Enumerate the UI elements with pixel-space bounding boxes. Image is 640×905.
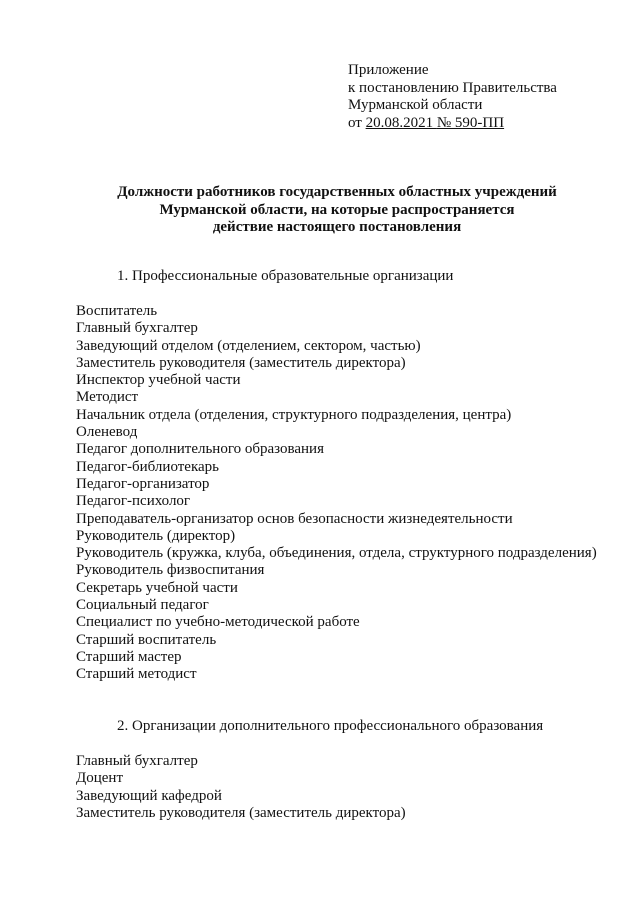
list-item: Социальный педагог xyxy=(76,597,209,614)
appendix-line: Мурманской области xyxy=(348,97,483,113)
position-list xyxy=(76,303,598,684)
list-item: Педагог-организатор xyxy=(76,475,210,492)
appendix-from-label: от xyxy=(348,114,362,131)
list-item: Специалист по учебно-методической работе xyxy=(76,614,360,631)
resolution-date: 20.08.2021 xyxy=(365,114,437,131)
list-item: Руководитель (кружка, клуба, объединения, отдела, структурного подразделения) xyxy=(76,545,597,562)
appendix-line: Приложение xyxy=(348,62,429,78)
position-list xyxy=(76,753,598,822)
resolution-number: № 590-ПП xyxy=(436,114,505,131)
list-item: Педагог-библиотекарь xyxy=(76,458,220,475)
list-item: Воспитатель xyxy=(76,303,158,319)
title-line: Должности работников государственных областных учреждений xyxy=(117,184,557,200)
list-item: Доцент xyxy=(76,770,123,787)
list-item: Руководитель (директор) xyxy=(76,527,236,544)
list-item: Руководитель физвоспитания xyxy=(76,562,265,579)
appendix-line: к постановлению Правительства xyxy=(348,79,557,96)
list-item: Заведующий кафедрой xyxy=(76,787,222,804)
appendix-header xyxy=(348,62,557,132)
document-title xyxy=(76,184,598,237)
list-item: Педагог-психолог xyxy=(76,493,191,510)
list-item: Старший мастер xyxy=(76,648,182,665)
list-item: Секретарь учебной части xyxy=(76,579,238,596)
list-item: Педагог дополнительного образования xyxy=(76,441,324,458)
list-item: Старший методист xyxy=(76,666,197,683)
section-heading: 1. Профессиональные образовательные организации xyxy=(117,268,454,284)
list-item: Оленевод xyxy=(76,424,138,441)
title-line: Мурманской области, на которые распространяется xyxy=(159,201,515,218)
title-line: действие настоящего постановления xyxy=(212,219,462,235)
list-item: Главный бухгалтер xyxy=(76,320,198,337)
section-heading: 2. Организации дополнительного профессионального образования xyxy=(117,718,544,734)
list-item: Преподаватель-организатор основ безопасности жизнедеятельности xyxy=(76,510,513,527)
list-item: Заведующий отделом (отделением, сектором, частью) xyxy=(76,337,421,354)
list-item: Начальник отдела (отделения, структурного подразделения, центра) xyxy=(76,406,512,423)
list-item: Методист xyxy=(76,389,139,406)
appendix-date-line xyxy=(348,115,557,133)
list-item: Заместитель руководителя (заместитель директора) xyxy=(76,804,406,821)
list-item: Старший воспитатель xyxy=(76,631,217,648)
list-item: Заместитель руководителя (заместитель директора) xyxy=(76,354,406,371)
list-item: Инспектор учебной части xyxy=(76,372,241,389)
list-item: Главный бухгалтер xyxy=(76,753,198,769)
